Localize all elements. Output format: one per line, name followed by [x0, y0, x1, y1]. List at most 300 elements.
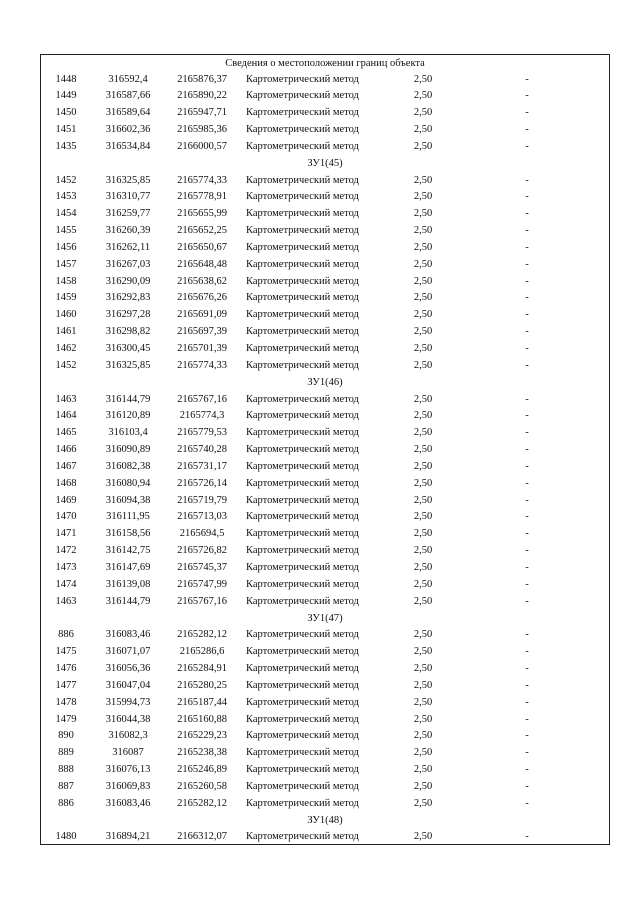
- table-row: [41, 829, 609, 846]
- x-coordinate-cell: 316094,38: [105, 494, 151, 506]
- description-cell: -: [525, 646, 529, 658]
- point-number-cell: 1465: [55, 427, 77, 439]
- description-cell: -: [525, 747, 529, 759]
- x-coordinate-cell: 316087: [112, 747, 144, 759]
- table-row: [41, 577, 609, 594]
- accuracy-cell: 2,50: [413, 174, 433, 186]
- accuracy-cell: 2,50: [413, 511, 433, 523]
- table-row: [41, 745, 609, 762]
- x-coordinate-cell: 316300,45: [105, 343, 151, 354]
- x-coordinate-cell: 316602,36: [105, 124, 151, 136]
- method-cell: Картометрический метод: [246, 292, 359, 304]
- method-cell: Картометрический метод: [246, 107, 359, 119]
- description-cell: -: [525, 679, 529, 691]
- method-cell: Картометрический метод: [246, 646, 359, 658]
- accuracy-cell: 2,50: [413, 679, 433, 691]
- table-title: Сведения о местоположении границ объекта: [225, 58, 425, 69]
- accuracy-cell: 2,50: [413, 326, 433, 338]
- x-coordinate-cell: 316142,75: [105, 545, 151, 557]
- description-cell: -: [525, 73, 529, 85]
- description-cell: -: [525, 629, 529, 641]
- x-coordinate-cell: 316292,83: [105, 292, 151, 304]
- point-number-cell: 1475: [55, 646, 77, 658]
- x-coordinate-cell: 316310,77: [105, 191, 151, 203]
- table-row: [41, 240, 609, 257]
- y-coordinate-cell: 2165778,91: [177, 191, 227, 203]
- description-cell: -: [525, 477, 529, 489]
- method-cell: Картометрический метод: [246, 326, 359, 338]
- accuracy-cell: 2,50: [413, 343, 433, 354]
- accuracy-cell: 2,50: [413, 107, 433, 119]
- y-coordinate-cell: 2165726,14: [177, 477, 227, 489]
- y-coordinate-cell: 2165697,39: [177, 326, 227, 338]
- table-row: [41, 442, 609, 459]
- method-cell: Картометрический метод: [246, 545, 359, 557]
- document-table: [40, 54, 610, 845]
- table-row: [41, 627, 609, 644]
- section-header-row: [41, 611, 609, 628]
- point-number-cell: 1466: [55, 444, 77, 456]
- point-number-cell: 886: [58, 797, 74, 809]
- description-cell: -: [525, 225, 529, 237]
- point-number-cell: 1471: [55, 528, 77, 540]
- table-row: [41, 408, 609, 425]
- accuracy-cell: 2,50: [413, 730, 433, 742]
- point-number-cell: 1453: [55, 191, 77, 203]
- accuracy-cell: 2,50: [413, 410, 433, 422]
- x-coordinate-cell: 316144,79: [105, 393, 151, 405]
- table-row: [41, 560, 609, 577]
- x-coordinate-cell: 316120,89: [105, 410, 151, 422]
- method-cell: Картометрический метод: [246, 241, 359, 253]
- y-coordinate-cell: 2165747,99: [177, 578, 227, 590]
- accuracy-cell: 2,50: [413, 208, 433, 220]
- point-number-cell: 1454: [55, 208, 77, 220]
- method-cell: Картометрический метод: [246, 696, 359, 708]
- y-coordinate-cell: 2166000,57: [177, 140, 227, 152]
- y-coordinate-cell: 2165282,12: [177, 797, 227, 809]
- x-coordinate-cell: 316534,84: [105, 140, 151, 152]
- description-cell: -: [525, 174, 529, 186]
- table-row: [41, 307, 609, 324]
- x-coordinate-cell: 315994,73: [105, 696, 151, 708]
- point-number-cell: 1460: [55, 309, 77, 321]
- accuracy-cell: 2,50: [413, 241, 433, 253]
- point-number-cell: 888: [58, 764, 74, 776]
- y-coordinate-cell: 2165691,09: [177, 309, 227, 321]
- point-number-cell: 1452: [55, 174, 77, 186]
- point-number-cell: 1474: [55, 578, 77, 590]
- x-coordinate-cell: 316076,13: [105, 764, 151, 776]
- x-coordinate-cell: 316082,38: [105, 460, 151, 472]
- description-cell: -: [525, 713, 529, 725]
- table-row: [41, 796, 609, 813]
- accuracy-cell: 2,50: [413, 275, 433, 287]
- y-coordinate-cell: 2165767,16: [177, 595, 227, 607]
- description-cell: -: [525, 511, 529, 523]
- y-coordinate-cell: 2165694,5: [179, 528, 225, 540]
- y-coordinate-cell: 2165652,25: [177, 225, 227, 237]
- point-number-cell: 1458: [55, 275, 77, 287]
- accuracy-cell: 2,50: [413, 528, 433, 540]
- y-coordinate-cell: 2165745,37: [177, 561, 227, 573]
- table-row: [41, 728, 609, 745]
- section-label: ЗУ1(47): [307, 612, 343, 624]
- table-row: [41, 476, 609, 493]
- point-number-cell: 1479: [55, 713, 77, 725]
- point-number-cell: 1435: [55, 140, 77, 152]
- accuracy-cell: 2,50: [413, 578, 433, 590]
- accuracy-cell: 2,50: [413, 663, 433, 675]
- table-row: [41, 594, 609, 611]
- y-coordinate-cell: 2165731,17: [177, 460, 227, 472]
- y-coordinate-cell: 2165160,88: [177, 713, 227, 725]
- description-cell: -: [525, 90, 529, 102]
- table-row: [41, 762, 609, 779]
- point-number-cell: 1455: [55, 225, 77, 237]
- y-coordinate-cell: 2165713,03: [177, 511, 227, 523]
- description-cell: -: [525, 780, 529, 792]
- accuracy-cell: 2,50: [413, 124, 433, 136]
- table-row: [41, 459, 609, 476]
- table-row: [41, 257, 609, 274]
- accuracy-cell: 2,50: [413, 225, 433, 237]
- point-number-cell: 1468: [55, 477, 77, 489]
- x-coordinate-cell: 316044,38: [105, 713, 151, 725]
- section-label: ЗУ1(46): [307, 376, 343, 388]
- description-cell: -: [525, 208, 529, 220]
- table-row: [41, 72, 609, 89]
- table-row: [41, 425, 609, 442]
- description-cell: -: [525, 494, 529, 506]
- table-row: [41, 206, 609, 223]
- point-number-cell: 887: [58, 780, 74, 792]
- x-coordinate-cell: 316090,89: [105, 444, 151, 456]
- method-cell: Картометрический метод: [246, 477, 359, 489]
- description-cell: -: [525, 359, 529, 371]
- x-coordinate-cell: 316071,07: [105, 646, 151, 658]
- method-cell: Картометрический метод: [246, 629, 359, 641]
- point-number-cell: 1464: [55, 410, 77, 422]
- accuracy-cell: 2,50: [413, 646, 433, 658]
- description-cell: -: [525, 107, 529, 119]
- section-label: ЗУ1(48): [307, 814, 343, 826]
- accuracy-cell: 2,50: [413, 494, 433, 506]
- point-number-cell: 1461: [55, 326, 77, 338]
- method-cell: Картометрический метод: [246, 561, 359, 573]
- y-coordinate-cell: 2165774,3: [179, 410, 225, 422]
- x-coordinate-cell: 316103,4: [108, 427, 148, 439]
- method-cell: Картометрический метод: [246, 747, 359, 759]
- point-number-cell: 890: [58, 730, 74, 742]
- x-coordinate-cell: 316325,85: [105, 174, 151, 186]
- x-coordinate-cell: 316111,95: [106, 511, 150, 523]
- accuracy-cell: 2,50: [413, 831, 433, 843]
- method-cell: Картометрический метод: [246, 309, 359, 321]
- description-cell: -: [525, 545, 529, 557]
- table-row: [41, 341, 609, 358]
- description-cell: -: [525, 663, 529, 675]
- description-cell: -: [525, 343, 529, 354]
- description-cell: -: [525, 696, 529, 708]
- point-number-cell: 1463: [55, 595, 77, 607]
- y-coordinate-cell: 2165676,26: [177, 292, 227, 304]
- x-coordinate-cell: 316297,28: [105, 309, 151, 321]
- point-number-cell: 1470: [55, 511, 77, 523]
- x-coordinate-cell: 316158,56: [105, 528, 151, 540]
- description-cell: -: [525, 730, 529, 742]
- table-row: [41, 526, 609, 543]
- y-coordinate-cell: 2165779,53: [177, 427, 227, 439]
- description-cell: -: [525, 831, 529, 843]
- x-coordinate-cell: 316589,64: [105, 107, 151, 119]
- x-coordinate-cell: 316056,36: [105, 663, 151, 675]
- accuracy-cell: 2,50: [413, 460, 433, 472]
- table-row: [41, 543, 609, 560]
- method-cell: Картометрический метод: [246, 90, 359, 102]
- description-cell: -: [525, 578, 529, 590]
- y-coordinate-cell: 2165774,33: [177, 359, 227, 371]
- description-cell: -: [525, 410, 529, 422]
- description-cell: -: [525, 528, 529, 540]
- table-row: [41, 358, 609, 375]
- accuracy-cell: 2,50: [413, 477, 433, 489]
- description-cell: -: [525, 275, 529, 287]
- y-coordinate-cell: 2165947,71: [177, 107, 227, 119]
- point-number-cell: 886: [58, 629, 74, 641]
- point-number-cell: 1473: [55, 561, 77, 573]
- accuracy-cell: 2,50: [413, 359, 433, 371]
- method-cell: Картометрический метод: [246, 427, 359, 439]
- y-coordinate-cell: 2165260,58: [177, 780, 227, 792]
- description-cell: -: [525, 140, 529, 152]
- accuracy-cell: 2,50: [413, 595, 433, 607]
- description-cell: -: [525, 595, 529, 607]
- table-body: [41, 72, 609, 847]
- x-coordinate-cell: 316262,11: [105, 241, 151, 253]
- point-number-cell: 1480: [55, 831, 77, 843]
- description-cell: -: [525, 326, 529, 338]
- accuracy-cell: 2,50: [413, 747, 433, 759]
- section-header-row: [41, 813, 609, 830]
- y-coordinate-cell: 2165238,38: [177, 747, 227, 759]
- method-cell: Картометрический метод: [246, 831, 359, 843]
- table-row: [41, 189, 609, 206]
- y-coordinate-cell: 2165284,91: [177, 663, 227, 675]
- point-number-cell: 1450: [55, 107, 77, 119]
- method-cell: Картометрический метод: [246, 124, 359, 136]
- method-cell: Картометрический метод: [246, 393, 359, 405]
- y-coordinate-cell: 2165246,89: [177, 764, 227, 776]
- description-cell: -: [525, 292, 529, 304]
- point-number-cell: 1452: [55, 359, 77, 371]
- accuracy-cell: 2,50: [413, 140, 433, 152]
- method-cell: Картометрический метод: [246, 140, 359, 152]
- section-label: ЗУ1(45): [307, 157, 343, 169]
- point-number-cell: 1448: [55, 73, 77, 85]
- x-coordinate-cell: 316587,66: [105, 90, 151, 102]
- method-cell: Картометрический метод: [246, 343, 359, 354]
- y-coordinate-cell: 2165229,23: [177, 730, 227, 742]
- point-number-cell: 1463: [55, 393, 77, 405]
- y-coordinate-cell: 2165890,22: [177, 90, 227, 102]
- y-coordinate-cell: 2165726,82: [177, 545, 227, 557]
- table-row: [41, 139, 609, 156]
- table-row: [41, 324, 609, 341]
- x-coordinate-cell: 316083,46: [105, 797, 151, 809]
- x-coordinate-cell: 316298,82: [105, 326, 151, 338]
- accuracy-cell: 2,50: [413, 797, 433, 809]
- description-cell: -: [525, 427, 529, 439]
- method-cell: Картометрический метод: [246, 528, 359, 540]
- point-number-cell: 1469: [55, 494, 77, 506]
- x-coordinate-cell: 316290,09: [105, 275, 151, 287]
- method-cell: Картометрический метод: [246, 511, 359, 523]
- table-row: [41, 678, 609, 695]
- section-header-row: [41, 156, 609, 173]
- description-cell: -: [525, 258, 529, 270]
- point-number-cell: 1449: [55, 90, 77, 102]
- table-row: [41, 290, 609, 307]
- accuracy-cell: 2,50: [413, 545, 433, 557]
- point-number-cell: 1462: [55, 343, 77, 354]
- description-cell: -: [525, 764, 529, 776]
- method-cell: Картометрический метод: [246, 174, 359, 186]
- method-cell: Картометрический метод: [246, 730, 359, 742]
- table-row: [41, 88, 609, 105]
- table-row: [41, 223, 609, 240]
- y-coordinate-cell: 2165187,44: [177, 696, 227, 708]
- point-number-cell: 1459: [55, 292, 77, 304]
- description-cell: -: [525, 191, 529, 203]
- table-row: [41, 509, 609, 526]
- table-row: [41, 105, 609, 122]
- method-cell: Картометрический метод: [246, 410, 359, 422]
- method-cell: Картометрический метод: [246, 444, 359, 456]
- accuracy-cell: 2,50: [413, 90, 433, 102]
- point-number-cell: 1456: [55, 241, 77, 253]
- table-row: [41, 712, 609, 729]
- y-coordinate-cell: 2165985,36: [177, 124, 227, 136]
- accuracy-cell: 2,50: [413, 393, 433, 405]
- method-cell: Картометрический метод: [246, 578, 359, 590]
- method-cell: Картометрический метод: [246, 225, 359, 237]
- x-coordinate-cell: 316894,21: [105, 831, 151, 843]
- method-cell: Картометрический метод: [246, 460, 359, 472]
- y-coordinate-cell: 2165286,6: [179, 646, 225, 658]
- accuracy-cell: 2,50: [413, 696, 433, 708]
- method-cell: Картометрический метод: [246, 191, 359, 203]
- accuracy-cell: 2,50: [413, 780, 433, 792]
- x-coordinate-cell: 316047,04: [105, 679, 151, 691]
- x-coordinate-cell: 316267,03: [105, 258, 151, 270]
- table-row: [41, 661, 609, 678]
- description-cell: -: [525, 241, 529, 253]
- table-row: [41, 173, 609, 190]
- accuracy-cell: 2,50: [413, 309, 433, 321]
- point-number-cell: 889: [58, 747, 74, 759]
- point-number-cell: 1477: [55, 679, 77, 691]
- section-header-row: [41, 375, 609, 392]
- method-cell: Картометрический метод: [246, 595, 359, 607]
- y-coordinate-cell: 2165650,67: [177, 241, 227, 253]
- x-coordinate-cell: 316080,94: [105, 477, 151, 489]
- y-coordinate-cell: 2165655,99: [177, 208, 227, 220]
- x-coordinate-cell: 316325,85: [105, 359, 151, 371]
- x-coordinate-cell: 316069,83: [105, 780, 151, 792]
- description-cell: -: [525, 444, 529, 456]
- y-coordinate-cell: 2165648,48: [177, 258, 227, 270]
- x-coordinate-cell: 316592,4: [108, 73, 148, 85]
- method-cell: Картометрический метод: [246, 797, 359, 809]
- y-coordinate-cell: 2165280,25: [177, 679, 227, 691]
- method-cell: Картометрический метод: [246, 764, 359, 776]
- accuracy-cell: 2,50: [413, 629, 433, 641]
- point-number-cell: 1478: [55, 696, 77, 708]
- x-coordinate-cell: 316147,69: [105, 561, 151, 573]
- accuracy-cell: 2,50: [413, 561, 433, 573]
- description-cell: -: [525, 460, 529, 472]
- x-coordinate-cell: 316260,39: [105, 225, 151, 237]
- method-cell: Картометрический метод: [246, 73, 359, 85]
- table-row: [41, 493, 609, 510]
- method-cell: Картометрический метод: [246, 208, 359, 220]
- description-cell: -: [525, 393, 529, 405]
- point-number-cell: 1467: [55, 460, 77, 472]
- table-row: [41, 392, 609, 409]
- accuracy-cell: 2,50: [413, 427, 433, 439]
- y-coordinate-cell: 2165767,16: [177, 393, 227, 405]
- method-cell: Картометрический метод: [246, 494, 359, 506]
- point-number-cell: 1476: [55, 663, 77, 675]
- x-coordinate-cell: 316139,08: [105, 578, 151, 590]
- x-coordinate-cell: 316083,46: [105, 629, 151, 641]
- method-cell: Картометрический метод: [246, 663, 359, 675]
- y-coordinate-cell: 2166312,07: [177, 831, 227, 843]
- x-coordinate-cell: 316144,79: [105, 595, 151, 607]
- method-cell: Картометрический метод: [246, 679, 359, 691]
- table-row: [41, 779, 609, 796]
- method-cell: Картометрический метод: [246, 275, 359, 287]
- accuracy-cell: 2,50: [413, 444, 433, 456]
- description-cell: -: [525, 797, 529, 809]
- accuracy-cell: 2,50: [413, 292, 433, 304]
- table-row: [41, 274, 609, 291]
- description-cell: -: [525, 309, 529, 321]
- y-coordinate-cell: 2165638,62: [177, 275, 227, 287]
- x-coordinate-cell: 316259,77: [105, 208, 151, 220]
- accuracy-cell: 2,50: [413, 191, 433, 203]
- accuracy-cell: 2,50: [413, 713, 433, 725]
- accuracy-cell: 2,50: [413, 764, 433, 776]
- y-coordinate-cell: 2165876,37: [177, 73, 227, 85]
- table-row: [41, 695, 609, 712]
- point-number-cell: 1457: [55, 258, 77, 270]
- method-cell: Картометрический метод: [246, 713, 359, 725]
- y-coordinate-cell: 2165282,12: [177, 629, 227, 641]
- accuracy-cell: 2,50: [413, 258, 433, 270]
- method-cell: Картометрический метод: [246, 258, 359, 270]
- x-coordinate-cell: 316082,3: [108, 730, 148, 742]
- method-cell: Картометрический метод: [246, 780, 359, 792]
- method-cell: Картометрический метод: [246, 359, 359, 371]
- accuracy-cell: 2,50: [413, 73, 433, 85]
- y-coordinate-cell: 2165719,79: [177, 494, 227, 506]
- y-coordinate-cell: 2165774,33: [177, 174, 227, 186]
- y-coordinate-cell: 2165701,39: [177, 343, 227, 354]
- description-cell: -: [525, 561, 529, 573]
- table-row: [41, 122, 609, 139]
